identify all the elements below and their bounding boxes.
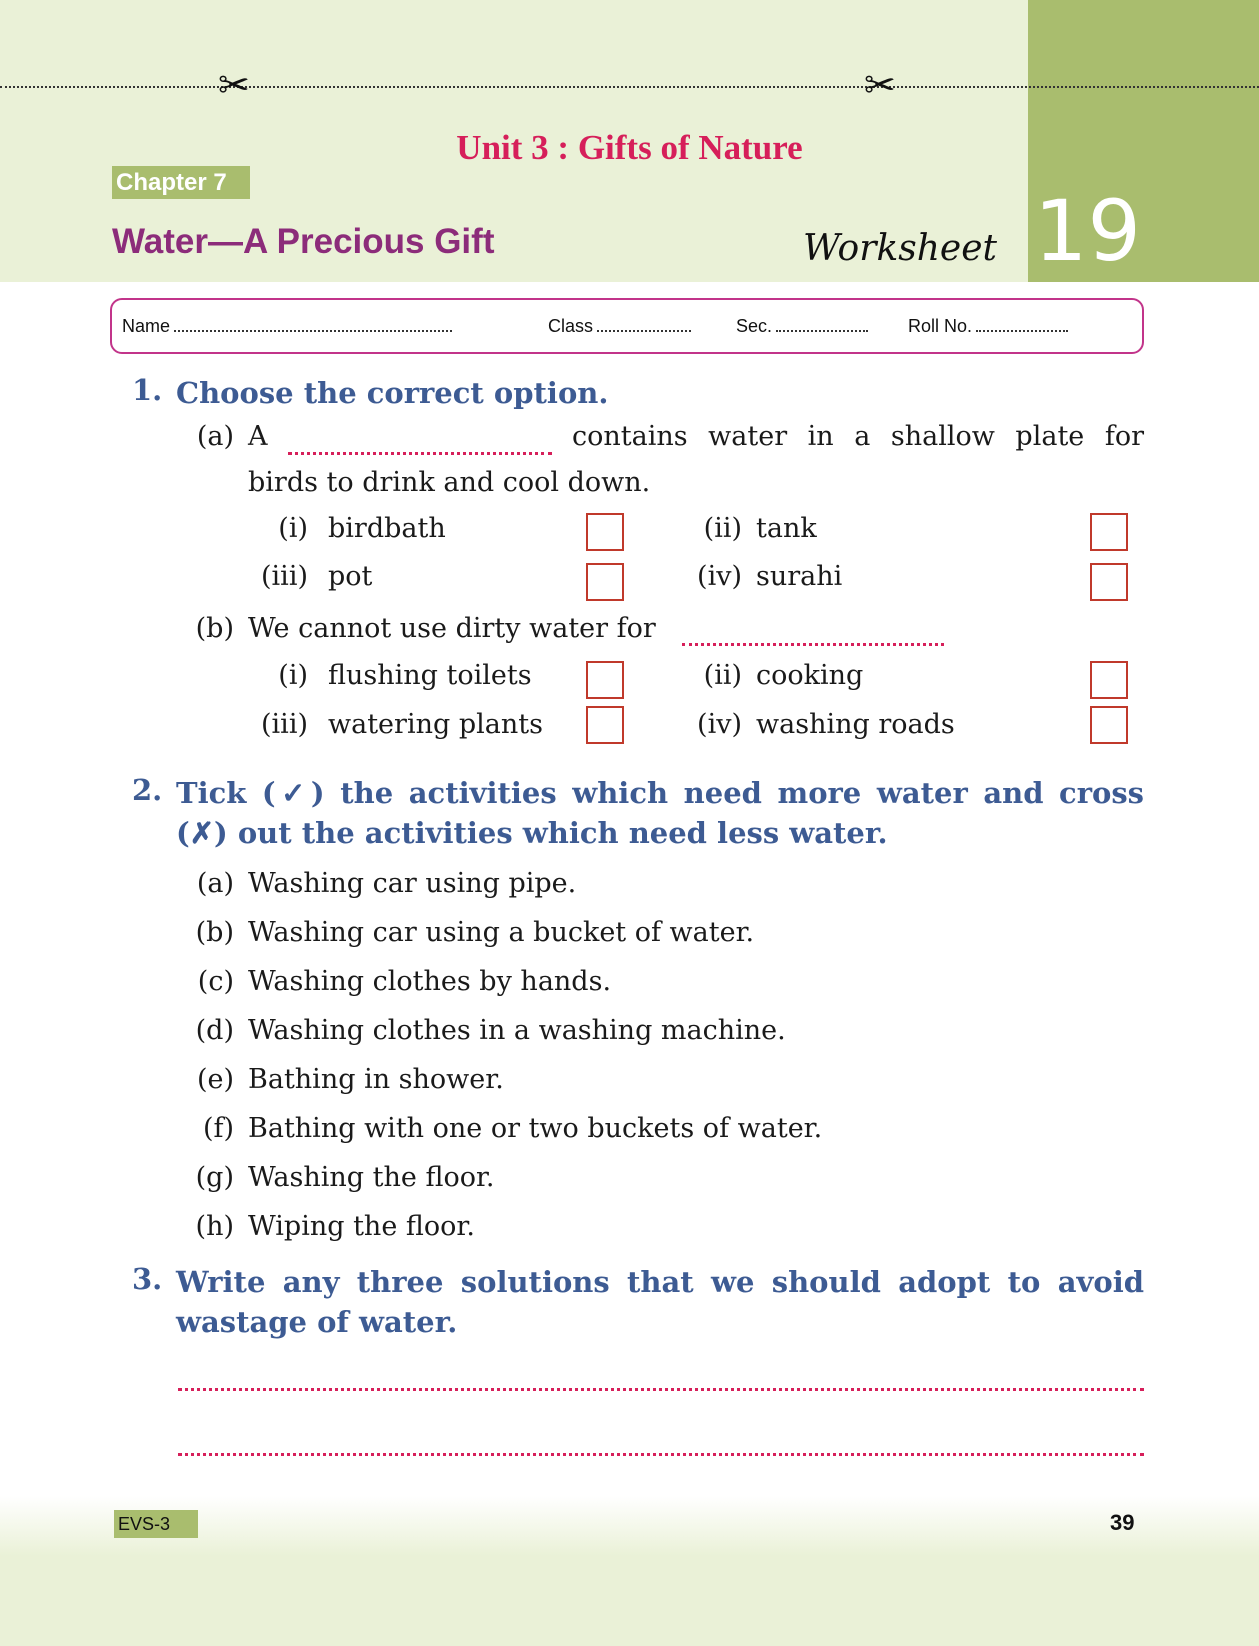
class-field[interactable]	[548, 316, 691, 337]
question-2-text: Tick (✓) the activities which need more water and cross (✗) out the activities which need less water.	[176, 776, 1144, 850]
class-label: Class	[548, 316, 594, 336]
worksheet-label: Worksheet	[803, 228, 997, 269]
roll-number-label: Roll No.	[908, 316, 973, 336]
q1a-text-after: contains water in a shallow plate for	[572, 421, 1144, 452]
q2-item-label: (d)	[195, 1015, 234, 1046]
q2-item-label: (a)	[196, 868, 234, 899]
q2-item-label: (b)	[195, 917, 234, 948]
q1b-option-text: flushing toilets	[328, 660, 532, 691]
q1a-option-text: surahi	[756, 561, 843, 592]
q1b-option-checkbox[interactable]	[1090, 706, 1128, 744]
student-info-box	[110, 298, 1144, 354]
q2-item-text[interactable]: Washing the floor.	[248, 1162, 495, 1193]
q1b-option-label: (iv)	[697, 709, 742, 740]
class-blank[interactable]	[597, 316, 691, 332]
chapter-title: Water—A Precious Gift	[112, 222, 495, 261]
book-tag: EVS-3	[114, 1510, 198, 1538]
q1a-text-before: A	[248, 421, 268, 452]
scissors-icon: ✂	[864, 63, 896, 107]
question-1-text: Choose the correct option.	[176, 376, 609, 410]
q1a-label: (a)	[196, 421, 234, 452]
q1b-label: (b)	[195, 613, 234, 644]
answer-line[interactable]	[178, 1384, 1144, 1391]
question-3-number: 3.	[132, 1262, 163, 1296]
question-1-number: 1.	[132, 373, 163, 407]
q1a-option-checkbox[interactable]	[586, 513, 624, 551]
q1b-option-label: (i)	[278, 660, 308, 691]
q1a-answer-blank[interactable]	[288, 442, 552, 455]
q2-item-text[interactable]: Washing clothes by hands.	[248, 966, 612, 997]
worksheet-number: 19	[1034, 182, 1141, 280]
q1b-option-label: (iii)	[261, 709, 308, 740]
page-number: 39	[1110, 1510, 1135, 1535]
unit-title: Unit 3 : Gifts of Nature	[456, 128, 803, 167]
q1b-option-text: washing roads	[756, 709, 955, 740]
question-2-number: 2.	[132, 773, 163, 807]
section-field[interactable]	[736, 316, 868, 337]
q1b-answer-blank[interactable]	[682, 633, 944, 646]
q1a-option-text: birdbath	[328, 513, 446, 544]
q1b-option-checkbox[interactable]	[586, 706, 624, 744]
name-blank[interactable]	[174, 316, 452, 332]
scissors-icon: ✂	[218, 63, 250, 107]
q1b-option-text: cooking	[756, 660, 864, 691]
q1a-option-checkbox[interactable]	[586, 563, 624, 601]
cut-line	[0, 86, 1259, 88]
q1b-option-checkbox[interactable]	[586, 661, 624, 699]
section-blank[interactable]	[776, 316, 868, 332]
q2-item-text[interactable]: Bathing in shower.	[248, 1064, 504, 1095]
q1a-option-label: (iii)	[261, 561, 308, 592]
roll-number-field[interactable]	[908, 316, 1068, 337]
q1a-option-text: pot	[328, 561, 373, 592]
name-field[interactable]	[122, 316, 452, 337]
q2-item-text[interactable]: Bathing with one or two buckets of water.	[248, 1113, 823, 1144]
q2-item-text[interactable]: Washing clothes in a washing machine.	[248, 1015, 786, 1046]
q1a-option-label: (ii)	[703, 513, 742, 544]
q2-item-label: (f)	[202, 1113, 234, 1144]
q1b-option-checkbox[interactable]	[1090, 661, 1128, 699]
q1b-option-text: watering plants	[328, 709, 543, 740]
q2-item-text[interactable]: Wiping the floor.	[248, 1211, 475, 1242]
q2-item-label: (g)	[195, 1162, 234, 1193]
section-label: Sec.	[736, 316, 773, 336]
name-label: Name	[122, 316, 171, 336]
chapter-tag: Chapter 7	[112, 166, 250, 199]
q2-item-text[interactable]: Washing car using a bucket of water.	[248, 917, 755, 948]
q1a-option-text: tank	[756, 513, 817, 544]
q2-item-label: (e)	[196, 1064, 234, 1095]
answer-line[interactable]	[178, 1449, 1144, 1456]
q1a-option-label: (iv)	[697, 561, 742, 592]
q1b-option-label: (ii)	[703, 660, 742, 691]
q2-item-label: (h)	[195, 1211, 234, 1242]
q1a-option-label: (i)	[278, 513, 308, 544]
q1a-text-line2: birds to drink and cool down.	[248, 467, 651, 498]
question-3-text: Write any three solutions that we should adopt to avoid wastage of water.	[176, 1265, 1144, 1339]
q2-item-text[interactable]: Washing car using pipe.	[248, 868, 577, 899]
roll-number-blank[interactable]	[976, 316, 1068, 332]
q1a-option-checkbox[interactable]	[1090, 513, 1128, 551]
q2-item-label: (c)	[197, 966, 234, 997]
q1b-text: We cannot use dirty water for	[248, 613, 656, 644]
q1a-option-checkbox[interactable]	[1090, 563, 1128, 601]
